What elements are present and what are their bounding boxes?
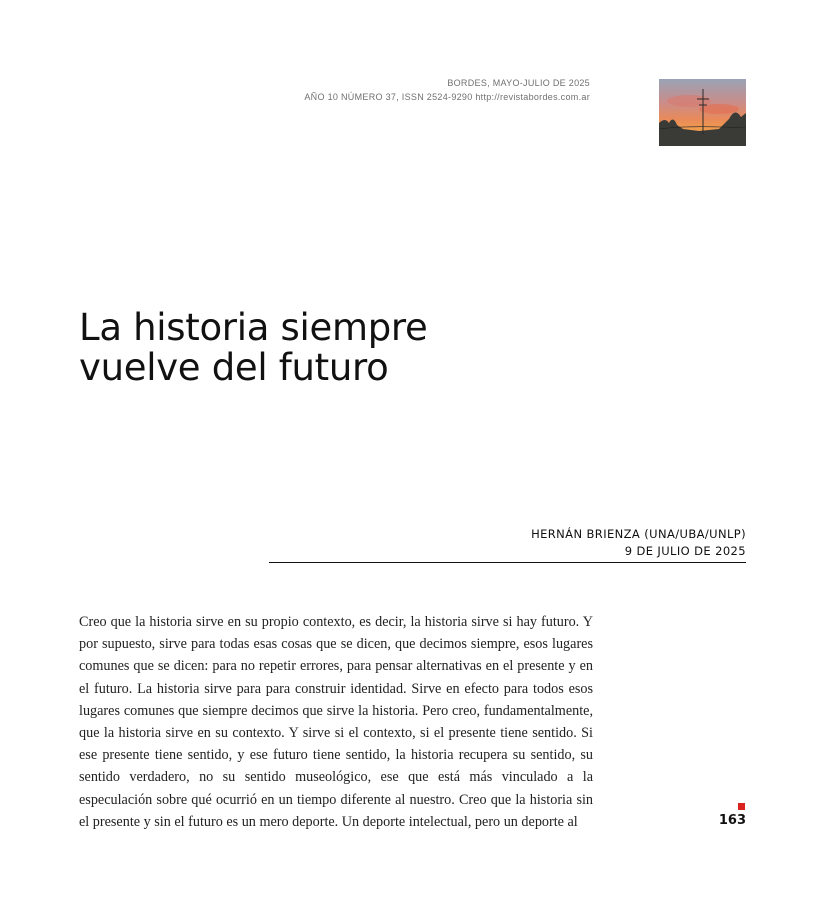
article-title-line1: La historia siempre (79, 306, 428, 349)
author-name: HERNÁN BRIENZA (UNA/UBA/UNLP) (531, 527, 746, 541)
article-title-line2: vuelve del futuro (79, 346, 389, 389)
journal-header (304, 76, 590, 104)
article-body-paragraph: Creo que la historia sirve en su propio contexto, es decir, la historia sirve si hay futuro. Y por supuesto, sirve para todas esas cosas que se dicen, que decimos siempre, esos lugares comunes que se dicen: para no repetir errores, para pensar alternativas en el presente y en el futuro. La historia sirve para para construir identidad. Sirve en efecto para todos esos lugares comunes que siempre decimos que sirve la historia. Pero creo, fundamentalmente, que la historia sirve en su contexto. Y sirve si el contexto, si el presente tiene sentido. Si ese presente tiene sentido, y ese futuro tiene sentido, la historia recupera su sentido, su sentido verdadero, no su sentido museológico, ese que está más vinculado a la especulación sobre qué ocurrió en un tiempo diferente al nuestro. Creo que la historia sin el presente y sin el futuro es un mero deporte. Un deporte intelectual, pero un deporte al (79, 614, 593, 830)
publication-date: 9 DE JULIO DE 2025 (624, 544, 746, 558)
journal-issn-line: AÑO 10 NÚMERO 37, ISSN 2524-9290 http://revistabordes.com.ar (304, 92, 590, 102)
byline-divider (269, 562, 746, 563)
page-marker-square (738, 803, 745, 810)
byline (531, 526, 746, 560)
article-title (79, 308, 529, 388)
page-number: 163 (718, 813, 746, 828)
journal-issue-line: BORDES, MAYO-JULIO DE 2025 (447, 78, 590, 88)
sunset-thumbnail-image (659, 79, 746, 146)
